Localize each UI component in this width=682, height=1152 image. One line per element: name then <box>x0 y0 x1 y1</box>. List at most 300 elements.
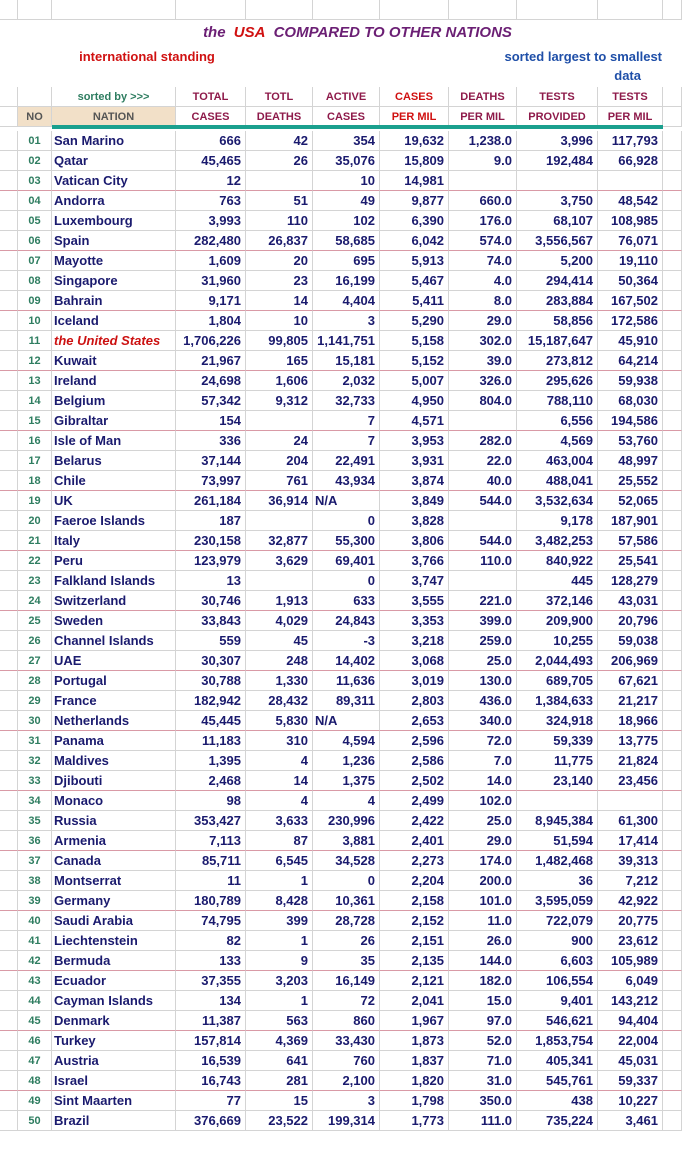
total-deaths-cell[interactable]: 1,606 <box>246 371 313 391</box>
deaths-per-mil-cell[interactable]: 176.0 <box>449 211 517 231</box>
deaths-per-mil-cell[interactable]: 182.0 <box>449 971 517 991</box>
tests-provided-cell[interactable]: 788,110 <box>517 391 598 411</box>
nation-cell[interactable]: Switzerland <box>52 591 176 611</box>
cases-per-mil-cell[interactable]: 3,931 <box>380 451 449 471</box>
total-cases-cell[interactable]: 24,698 <box>176 371 246 391</box>
tests-per-mil-cell[interactable]: 45,910 <box>598 331 663 351</box>
active-cases-cell[interactable]: 7 <box>313 411 380 431</box>
cases-per-mil-cell[interactable]: 3,068 <box>380 651 449 671</box>
total-deaths-cell[interactable]: 4,029 <box>246 611 313 631</box>
table-row[interactable] <box>0 951 682 971</box>
table-row[interactable] <box>0 931 682 951</box>
tests-provided-cell[interactable]: 8,945,384 <box>517 811 598 831</box>
tests-provided-cell[interactable]: 1,853,754 <box>517 1031 598 1051</box>
table-row[interactable] <box>0 771 682 791</box>
total-cases-cell[interactable]: 73,997 <box>176 471 246 491</box>
table-row[interactable] <box>0 171 682 191</box>
tests-per-mil-cell[interactable]: 57,586 <box>598 531 663 551</box>
tests-per-mil-cell[interactable]: 48,542 <box>598 191 663 211</box>
table-row[interactable] <box>0 871 682 891</box>
nation-cell[interactable]: Saudi Arabia <box>52 911 176 931</box>
tests-per-mil-cell[interactable]: 20,775 <box>598 911 663 931</box>
tests-provided-cell[interactable]: 463,004 <box>517 451 598 471</box>
cases-per-mil-cell[interactable]: 2,422 <box>380 811 449 831</box>
tests-provided-cell[interactable]: 10,255 <box>517 631 598 651</box>
nation-cell[interactable]: Netherlands <box>52 711 176 731</box>
active-cases-cell[interactable]: 55,300 <box>313 531 380 551</box>
total-deaths-cell[interactable]: 6,545 <box>246 851 313 871</box>
cases-per-mil-cell[interactable]: 1,820 <box>380 1071 449 1091</box>
nation-cell[interactable]: Falkland Islands <box>52 571 176 591</box>
tests-provided-cell[interactable]: 68,107 <box>517 211 598 231</box>
total-cases-cell[interactable]: 376,669 <box>176 1111 246 1131</box>
tests-per-mil-cell[interactable] <box>598 791 663 811</box>
tests-provided-cell[interactable]: 9,178 <box>517 511 598 531</box>
total-cases-cell[interactable]: 1,706,226 <box>176 331 246 351</box>
total-deaths-cell[interactable]: 15 <box>246 1091 313 1111</box>
deaths-per-mil-cell[interactable]: 544.0 <box>449 531 517 551</box>
total-cases-cell[interactable]: 1,395 <box>176 751 246 771</box>
total-deaths-cell[interactable]: 32,877 <box>246 531 313 551</box>
cases-per-mil-cell[interactable]: 5,290 <box>380 311 449 331</box>
table-row[interactable] <box>0 471 682 491</box>
table-row[interactable] <box>0 271 682 291</box>
table-row[interactable] <box>0 1011 682 1031</box>
active-cases-cell[interactable]: 49 <box>313 191 380 211</box>
deaths-per-mil-cell[interactable]: 8.0 <box>449 291 517 311</box>
total-deaths-cell[interactable]: 8,428 <box>246 891 313 911</box>
deaths-per-mil-cell[interactable]: 130.0 <box>449 671 517 691</box>
cases-per-mil-cell[interactable]: 2,151 <box>380 931 449 951</box>
tests-per-mil-cell[interactable]: 45,031 <box>598 1051 663 1071</box>
total-cases-cell[interactable]: 261,184 <box>176 491 246 511</box>
tests-per-mil-cell[interactable]: 42,922 <box>598 891 663 911</box>
total-cases-cell[interactable]: 187 <box>176 511 246 531</box>
cases-per-mil-cell[interactable]: 1,837 <box>380 1051 449 1071</box>
total-cases-cell[interactable]: 45,445 <box>176 711 246 731</box>
active-cases-cell[interactable]: 0 <box>313 871 380 891</box>
tests-provided-cell[interactable]: 283,884 <box>517 291 598 311</box>
total-cases-cell[interactable]: 11 <box>176 871 246 891</box>
tests-provided-cell[interactable]: 295,626 <box>517 371 598 391</box>
deaths-per-mil-cell[interactable]: 544.0 <box>449 491 517 511</box>
cases-per-mil-cell[interactable]: 2,121 <box>380 971 449 991</box>
total-deaths-cell[interactable]: 1 <box>246 871 313 891</box>
tests-per-mil-cell[interactable]: 13,775 <box>598 731 663 751</box>
col-header-total-cases[interactable]: TOTAL <box>176 87 246 107</box>
tests-provided-cell[interactable]: 546,621 <box>517 1011 598 1031</box>
deaths-per-mil-cell[interactable] <box>449 571 517 591</box>
cases-per-mil-cell[interactable]: 2,152 <box>380 911 449 931</box>
table-row[interactable] <box>0 211 682 231</box>
total-cases-cell[interactable]: 12 <box>176 171 246 191</box>
total-cases-cell[interactable]: 7,113 <box>176 831 246 851</box>
tests-provided-cell[interactable]: 689,705 <box>517 671 598 691</box>
total-cases-cell[interactable]: 37,355 <box>176 971 246 991</box>
table-row[interactable] <box>0 691 682 711</box>
total-deaths-cell[interactable] <box>246 171 313 191</box>
tests-per-mil-cell[interactable]: 76,071 <box>598 231 663 251</box>
nation-cell[interactable]: Peru <box>52 551 176 571</box>
total-deaths-cell[interactable]: 281 <box>246 1071 313 1091</box>
col-header-tests-provided[interactable]: TESTS <box>517 87 598 107</box>
nation-cell[interactable]: Mayotte <box>52 251 176 271</box>
cases-per-mil-cell[interactable]: 2,135 <box>380 951 449 971</box>
deaths-per-mil-cell[interactable] <box>449 171 517 191</box>
nation-cell[interactable]: Ireland <box>52 371 176 391</box>
deaths-per-mil-cell[interactable]: 221.0 <box>449 591 517 611</box>
tests-per-mil-cell[interactable]: 94,404 <box>598 1011 663 1031</box>
tests-provided-cell[interactable]: 58,856 <box>517 311 598 331</box>
total-deaths-cell[interactable]: 310 <box>246 731 313 751</box>
cases-per-mil-cell[interactable]: 1,967 <box>380 1011 449 1031</box>
tests-provided-cell[interactable]: 1,482,468 <box>517 851 598 871</box>
cases-per-mil-cell[interactable]: 4,950 <box>380 391 449 411</box>
active-cases-cell[interactable]: 24,843 <box>313 611 380 631</box>
active-cases-cell[interactable]: 43,934 <box>313 471 380 491</box>
deaths-per-mil-cell[interactable]: 9.0 <box>449 151 517 171</box>
tests-provided-cell[interactable]: 1,384,633 <box>517 691 598 711</box>
deaths-per-mil-cell[interactable]: 399.0 <box>449 611 517 631</box>
tests-provided-cell[interactable]: 9,401 <box>517 991 598 1011</box>
total-deaths-cell[interactable]: 204 <box>246 451 313 471</box>
deaths-per-mil-cell[interactable]: 102.0 <box>449 791 517 811</box>
tests-provided-cell[interactable]: 23,140 <box>517 771 598 791</box>
tests-per-mil-cell[interactable]: 64,214 <box>598 351 663 371</box>
total-cases-cell[interactable]: 77 <box>176 1091 246 1111</box>
deaths-per-mil-cell[interactable]: 72.0 <box>449 731 517 751</box>
total-cases-cell[interactable]: 33,843 <box>176 611 246 631</box>
deaths-per-mil-cell[interactable]: 174.0 <box>449 851 517 871</box>
total-deaths-cell[interactable]: 9,312 <box>246 391 313 411</box>
total-cases-cell[interactable]: 336 <box>176 431 246 451</box>
nation-cell[interactable]: UK <box>52 491 176 511</box>
nation-cell[interactable]: Israel <box>52 1071 176 1091</box>
cases-per-mil-cell[interactable]: 3,828 <box>380 511 449 531</box>
cases-per-mil-cell[interactable]: 2,158 <box>380 891 449 911</box>
tests-provided-cell[interactable]: 2,044,493 <box>517 651 598 671</box>
table-row[interactable] <box>0 831 682 851</box>
tests-per-mil-cell[interactable]: 61,300 <box>598 811 663 831</box>
table-row[interactable] <box>0 891 682 911</box>
tests-per-mil-cell[interactable]: 66,928 <box>598 151 663 171</box>
total-cases-cell[interactable]: 559 <box>176 631 246 651</box>
nation-cell[interactable]: Monaco <box>52 791 176 811</box>
cases-per-mil-cell[interactable]: 3,953 <box>380 431 449 451</box>
total-cases-cell[interactable]: 282,480 <box>176 231 246 251</box>
tests-provided-cell[interactable]: 3,996 <box>517 131 598 151</box>
active-cases-cell[interactable]: 0 <box>313 511 380 531</box>
deaths-per-mil-cell[interactable]: 574.0 <box>449 231 517 251</box>
tests-provided-cell[interactable]: 273,812 <box>517 351 598 371</box>
cases-per-mil-cell[interactable]: 2,803 <box>380 691 449 711</box>
nation-cell[interactable]: Italy <box>52 531 176 551</box>
active-cases-cell[interactable]: 4,404 <box>313 291 380 311</box>
deaths-per-mil-cell[interactable]: 101.0 <box>449 891 517 911</box>
tests-per-mil-cell[interactable]: 53,760 <box>598 431 663 451</box>
tests-provided-cell[interactable]: 445 <box>517 571 598 591</box>
active-cases-cell[interactable]: 69,401 <box>313 551 380 571</box>
nation-cell[interactable]: Liechtenstein <box>52 931 176 951</box>
table-row[interactable] <box>0 491 682 511</box>
tests-per-mil-cell[interactable]: 108,985 <box>598 211 663 231</box>
tests-provided-cell[interactable]: 545,761 <box>517 1071 598 1091</box>
tests-provided-cell[interactable] <box>517 171 598 191</box>
tests-per-mil-cell[interactable]: 10,227 <box>598 1091 663 1111</box>
nation-cell[interactable]: Brazil <box>52 1111 176 1131</box>
tests-per-mil-cell[interactable]: 172,586 <box>598 311 663 331</box>
tests-per-mil-cell[interactable]: 50,364 <box>598 271 663 291</box>
deaths-per-mil-cell[interactable]: 7.0 <box>449 751 517 771</box>
nation-cell[interactable]: Spain <box>52 231 176 251</box>
nation-cell[interactable]: Vatican City <box>52 171 176 191</box>
total-deaths-cell[interactable]: 14 <box>246 291 313 311</box>
cases-per-mil-cell[interactable]: 2,204 <box>380 871 449 891</box>
nation-cell[interactable]: Sint Maarten <box>52 1091 176 1111</box>
total-deaths-cell[interactable]: 87 <box>246 831 313 851</box>
deaths-per-mil-cell[interactable]: 144.0 <box>449 951 517 971</box>
active-cases-cell[interactable]: 102 <box>313 211 380 231</box>
tests-provided-cell[interactable]: 59,339 <box>517 731 598 751</box>
active-cases-cell[interactable]: 1,375 <box>313 771 380 791</box>
nation-cell[interactable]: Sweden <box>52 611 176 631</box>
col-header-deaths-per-mil[interactable]: DEATHS <box>449 87 517 107</box>
nation-cell[interactable]: Faeroe Islands <box>52 511 176 531</box>
cases-per-mil-cell[interactable]: 3,806 <box>380 531 449 551</box>
total-deaths-cell[interactable]: 51 <box>246 191 313 211</box>
active-cases-cell[interactable]: 633 <box>313 591 380 611</box>
active-cases-cell[interactable]: 35 <box>313 951 380 971</box>
active-cases-cell[interactable]: 16,149 <box>313 971 380 991</box>
cases-per-mil-cell[interactable]: 5,152 <box>380 351 449 371</box>
tests-per-mil-cell[interactable]: 23,612 <box>598 931 663 951</box>
total-cases-cell[interactable]: 11,183 <box>176 731 246 751</box>
tests-per-mil-cell[interactable]: 143,212 <box>598 991 663 1011</box>
cases-per-mil-cell[interactable]: 4,571 <box>380 411 449 431</box>
tests-per-mil-cell[interactable]: 59,038 <box>598 631 663 651</box>
tests-per-mil-cell[interactable]: 7,212 <box>598 871 663 891</box>
col-header-no[interactable]: NO <box>18 107 52 127</box>
table-row[interactable] <box>0 731 682 751</box>
tests-per-mil-cell[interactable]: 206,969 <box>598 651 663 671</box>
active-cases-cell[interactable]: 34,528 <box>313 851 380 871</box>
total-deaths-cell[interactable]: 42 <box>246 131 313 151</box>
total-cases-cell[interactable]: 11,387 <box>176 1011 246 1031</box>
cases-per-mil-cell[interactable]: 3,218 <box>380 631 449 651</box>
tests-provided-cell[interactable]: 6,556 <box>517 411 598 431</box>
total-cases-cell[interactable]: 182,942 <box>176 691 246 711</box>
table-row[interactable] <box>0 191 682 211</box>
tests-provided-cell[interactable]: 3,532,634 <box>517 491 598 511</box>
cases-per-mil-cell[interactable]: 2,502 <box>380 771 449 791</box>
nation-cell[interactable]: Qatar <box>52 151 176 171</box>
cases-per-mil-cell[interactable]: 2,401 <box>380 831 449 851</box>
tests-per-mil-cell[interactable]: 19,110 <box>598 251 663 271</box>
total-deaths-cell[interactable]: 3,629 <box>246 551 313 571</box>
tests-per-mil-cell[interactable]: 25,552 <box>598 471 663 491</box>
deaths-per-mil-cell[interactable]: 350.0 <box>449 1091 517 1111</box>
table-row[interactable] <box>0 331 682 351</box>
tests-provided-cell[interactable]: 488,041 <box>517 471 598 491</box>
cases-per-mil-cell[interactable]: 5,467 <box>380 271 449 291</box>
cases-per-mil-cell[interactable]: 2,041 <box>380 991 449 1011</box>
active-cases-cell[interactable]: 199,314 <box>313 1111 380 1131</box>
nation-cell[interactable]: Russia <box>52 811 176 831</box>
table-row[interactable] <box>0 591 682 611</box>
cases-per-mil-cell[interactable]: 5,158 <box>380 331 449 351</box>
tests-provided-cell[interactable]: 840,922 <box>517 551 598 571</box>
tests-provided-cell[interactable]: 15,187,647 <box>517 331 598 351</box>
tests-provided-cell[interactable]: 405,341 <box>517 1051 598 1071</box>
deaths-per-mil-cell[interactable]: 200.0 <box>449 871 517 891</box>
deaths-per-mil-cell[interactable]: 11.0 <box>449 911 517 931</box>
total-deaths-cell[interactable]: 5,830 <box>246 711 313 731</box>
total-deaths-cell[interactable]: 3,633 <box>246 811 313 831</box>
total-cases-cell[interactable]: 13 <box>176 571 246 591</box>
total-deaths-cell[interactable]: 3,203 <box>246 971 313 991</box>
deaths-per-mil-cell[interactable]: 40.0 <box>449 471 517 491</box>
cases-per-mil-cell[interactable]: 3,747 <box>380 571 449 591</box>
table-row[interactable] <box>0 551 682 571</box>
nation-cell[interactable]: Turkey <box>52 1031 176 1051</box>
table-row[interactable] <box>0 1091 682 1111</box>
table-row[interactable] <box>0 991 682 1011</box>
nation-cell[interactable]: Chile <box>52 471 176 491</box>
table-row[interactable] <box>0 291 682 311</box>
nation-cell[interactable]: Belarus <box>52 451 176 471</box>
table-row[interactable] <box>0 391 682 411</box>
active-cases-cell[interactable]: 72 <box>313 991 380 1011</box>
tests-provided-cell[interactable]: 735,224 <box>517 1111 598 1131</box>
total-cases-cell[interactable]: 1,804 <box>176 311 246 331</box>
deaths-per-mil-cell[interactable]: 29.0 <box>449 831 517 851</box>
nation-cell[interactable]: Belgium <box>52 391 176 411</box>
nation-cell[interactable]: Maldives <box>52 751 176 771</box>
active-cases-cell[interactable]: 28,728 <box>313 911 380 931</box>
active-cases-cell[interactable]: 11,636 <box>313 671 380 691</box>
cases-per-mil-cell[interactable]: 1,773 <box>380 1111 449 1131</box>
cases-per-mil-cell[interactable]: 5,007 <box>380 371 449 391</box>
tests-per-mil-cell[interactable]: 17,414 <box>598 831 663 851</box>
cases-per-mil-cell[interactable]: 6,390 <box>380 211 449 231</box>
cases-per-mil-cell[interactable]: 6,042 <box>380 231 449 251</box>
tests-per-mil-cell[interactable]: 48,997 <box>598 451 663 471</box>
active-cases-cell[interactable]: N/A <box>313 491 380 511</box>
total-deaths-cell[interactable]: 23 <box>246 271 313 291</box>
nation-cell[interactable]: Ecuador <box>52 971 176 991</box>
table-row[interactable] <box>0 971 682 991</box>
table-row[interactable] <box>0 411 682 431</box>
table-row[interactable] <box>0 231 682 251</box>
total-deaths-cell[interactable]: 26 <box>246 151 313 171</box>
nation-cell[interactable]: Channel Islands <box>52 631 176 651</box>
col-header-total-deaths[interactable]: TOTL <box>246 87 313 107</box>
tests-provided-cell[interactable]: 438 <box>517 1091 598 1111</box>
total-cases-cell[interactable]: 16,539 <box>176 1051 246 1071</box>
active-cases-cell[interactable]: 1,141,751 <box>313 331 380 351</box>
total-deaths-cell[interactable]: 1 <box>246 991 313 1011</box>
nation-cell[interactable]: San Marino <box>52 131 176 151</box>
active-cases-cell[interactable]: 58,685 <box>313 231 380 251</box>
tests-provided-cell[interactable]: 5,200 <box>517 251 598 271</box>
tests-per-mil-cell[interactable]: 23,456 <box>598 771 663 791</box>
table-row[interactable] <box>0 851 682 871</box>
cases-per-mil-cell[interactable]: 3,849 <box>380 491 449 511</box>
total-cases-cell[interactable]: 123,979 <box>176 551 246 571</box>
table-row[interactable] <box>0 131 682 151</box>
cases-per-mil-cell[interactable]: 3,555 <box>380 591 449 611</box>
nation-cell[interactable]: Kuwait <box>52 351 176 371</box>
tests-provided-cell[interactable]: 11,775 <box>517 751 598 771</box>
active-cases-cell[interactable]: 89,311 <box>313 691 380 711</box>
nation-cell[interactable]: France <box>52 691 176 711</box>
tests-per-mil-cell[interactable]: 167,502 <box>598 291 663 311</box>
nation-cell[interactable]: Portugal <box>52 671 176 691</box>
active-cases-cell[interactable]: 2,100 <box>313 1071 380 1091</box>
cases-per-mil-cell[interactable]: 1,798 <box>380 1091 449 1111</box>
active-cases-cell[interactable]: 4,594 <box>313 731 380 751</box>
deaths-per-mil-cell[interactable]: 71.0 <box>449 1051 517 1071</box>
tests-per-mil-cell[interactable]: 21,217 <box>598 691 663 711</box>
table-row[interactable] <box>0 911 682 931</box>
active-cases-cell[interactable]: 10,361 <box>313 891 380 911</box>
tests-per-mil-cell[interactable]: 59,938 <box>598 371 663 391</box>
total-cases-cell[interactable]: 666 <box>176 131 246 151</box>
deaths-per-mil-cell[interactable]: 1,238.0 <box>449 131 517 151</box>
nation-cell[interactable]: Denmark <box>52 1011 176 1031</box>
nation-cell[interactable]: the United States <box>52 331 176 351</box>
total-deaths-cell[interactable]: 14 <box>246 771 313 791</box>
tests-per-mil-cell[interactable]: 20,796 <box>598 611 663 631</box>
tests-per-mil-cell[interactable]: 105,989 <box>598 951 663 971</box>
table-row[interactable] <box>0 571 682 591</box>
tests-per-mil-cell[interactable] <box>598 171 663 191</box>
tests-per-mil-cell[interactable]: 21,824 <box>598 751 663 771</box>
table-row[interactable] <box>0 1111 682 1131</box>
cases-per-mil-cell[interactable]: 2,499 <box>380 791 449 811</box>
tests-provided-cell[interactable]: 3,750 <box>517 191 598 211</box>
deaths-per-mil-cell[interactable]: 111.0 <box>449 1111 517 1131</box>
total-cases-cell[interactable]: 180,789 <box>176 891 246 911</box>
total-deaths-cell[interactable]: 641 <box>246 1051 313 1071</box>
deaths-per-mil-cell[interactable]: 436.0 <box>449 691 517 711</box>
active-cases-cell[interactable]: 10 <box>313 171 380 191</box>
active-cases-cell[interactable]: 4 <box>313 791 380 811</box>
total-deaths-cell[interactable] <box>246 511 313 531</box>
nation-cell[interactable]: Cayman Islands <box>52 991 176 1011</box>
table-row[interactable] <box>0 711 682 731</box>
total-deaths-cell[interactable] <box>246 411 313 431</box>
active-cases-cell[interactable]: 26 <box>313 931 380 951</box>
deaths-per-mil-cell[interactable]: 302.0 <box>449 331 517 351</box>
deaths-per-mil-cell[interactable]: 110.0 <box>449 551 517 571</box>
active-cases-cell[interactable]: 22,491 <box>313 451 380 471</box>
total-deaths-cell[interactable]: 563 <box>246 1011 313 1031</box>
active-cases-cell[interactable]: 0 <box>313 571 380 591</box>
deaths-per-mil-cell[interactable]: 282.0 <box>449 431 517 451</box>
total-cases-cell[interactable]: 21,967 <box>176 351 246 371</box>
deaths-per-mil-cell[interactable]: 660.0 <box>449 191 517 211</box>
active-cases-cell[interactable]: 760 <box>313 1051 380 1071</box>
nation-cell[interactable]: Montserrat <box>52 871 176 891</box>
total-cases-cell[interactable]: 134 <box>176 991 246 1011</box>
active-cases-cell[interactable]: 7 <box>313 431 380 451</box>
nation-cell[interactable]: Austria <box>52 1051 176 1071</box>
tests-per-mil-cell[interactable]: 52,065 <box>598 491 663 511</box>
deaths-per-mil-cell[interactable]: 4.0 <box>449 271 517 291</box>
nation-cell[interactable]: Andorra <box>52 191 176 211</box>
deaths-per-mil-cell[interactable]: 14.0 <box>449 771 517 791</box>
